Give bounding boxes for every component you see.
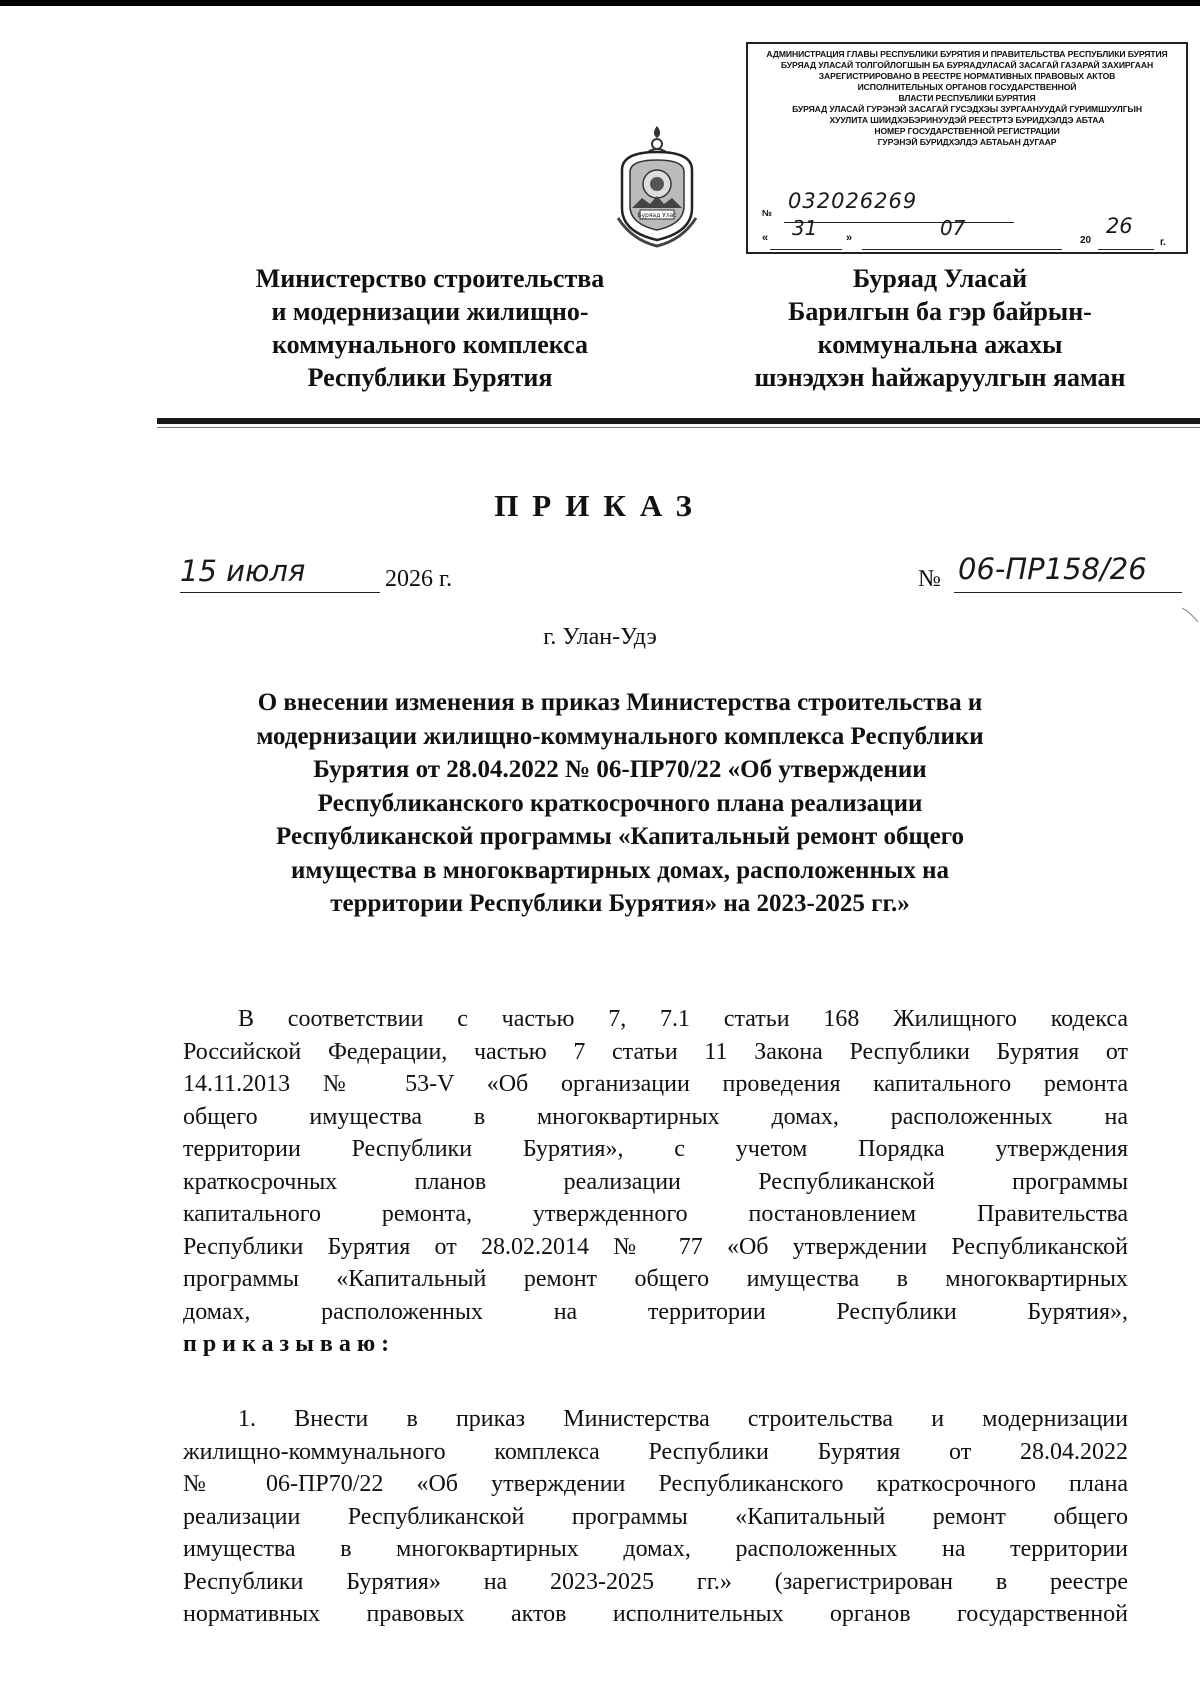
agency-bur-line: Буряад Уласай bbox=[852, 264, 1028, 293]
paragraph-line: имущества в многоквартирных домах, расположенных на территории bbox=[183, 1536, 1128, 1562]
paragraph-line: нормативных правовых актов исполнительных органов государственной bbox=[183, 1601, 1128, 1627]
paragraph-line: Республики Бурятия» на 2023-2025 гг.» (зарегистрирован в реестре bbox=[183, 1568, 1128, 1595]
stamp-date-open-quote: « bbox=[762, 232, 769, 244]
agency-ru-line: Республики Бурятия bbox=[307, 363, 553, 392]
stamp-date-g: г. bbox=[1160, 237, 1166, 248]
stamp-number-underline bbox=[784, 222, 1014, 223]
clause-1-paragraph bbox=[183, 1403, 1128, 1631]
title-line: территории Республики Бурятия» на 2023-2025 гг.» bbox=[330, 890, 910, 917]
title-line: Республиканского краткосрочного плана реализации bbox=[317, 789, 923, 817]
stamp-date-day-underline bbox=[770, 249, 842, 250]
order-number-sign: № bbox=[918, 566, 941, 592]
paragraph-line: краткосрочных планов реализации Республиканской программы bbox=[183, 1168, 1128, 1195]
coat-of-arms-icon bbox=[612, 122, 702, 252]
stamp-line: ИСПОЛНИТЕЛЬНЫХ ОРГАНОВ ГОСУДАРСТВЕННОЙ bbox=[857, 82, 1077, 92]
stamp-line: БУРЯАД УЛАСАЙ ТОЛГОЙЛОГШЫН БА БУРЯАДУЛАСАЙ ЗАСАГАЙ ГАЗАРАЙ ЗАХИРГААН bbox=[780, 60, 1154, 70]
stamp-line: ХУУЛИТА ШИИДХЭБЭРИНУУДЭЙ РЕЕСТРТЭ БУРИДХЭЛДЭ АБТАА bbox=[829, 115, 1105, 125]
title-line: имущества в многоквартирных домах, расположенных на bbox=[290, 856, 950, 884]
city-location: г. Улан-Удэ bbox=[543, 624, 657, 650]
paragraph-line: 14.11.2013 № 53-V «Об организации проведения капитального ремонта bbox=[183, 1071, 1128, 1097]
paragraph-line: Республики Бурятия от 28.02.2014 № 77 «Об утверждении Республиканской bbox=[183, 1233, 1128, 1260]
stamp-line: ЗАРЕГИСТРИРОВАНО В РЕЕСТРЕ НОРМАТИВНЫХ ПРАВОВЫХ АКТОВ bbox=[818, 71, 1116, 81]
stamp-line: НОМЕР ГОСУДАРСТВЕННОЙ РЕГИСТРАЦИИ bbox=[874, 126, 1060, 136]
order-date-underline bbox=[180, 592, 380, 593]
stamp-date-row bbox=[762, 214, 1182, 251]
registration-stamp bbox=[746, 42, 1188, 254]
stamp-line: АДМИНИСТРАЦИЯ ГЛАВЫ РЕСПУБЛИКИ БУРЯТИЯ И ПРАВИТЕЛЬСТВА РЕСПУБЛИКИ БУРЯТИЯ bbox=[766, 49, 1168, 59]
stamp-date-close-quote: » bbox=[846, 232, 853, 244]
stamp-date-year-prefix: 20 bbox=[1080, 235, 1091, 246]
agency-bur-line: коммунальна ажахы bbox=[817, 330, 1063, 359]
stamp-line: ВЛАСТИ РЕСПУБЛИКИ БУРЯТИЯ bbox=[898, 93, 1036, 103]
order-date-year: 2026 г. bbox=[385, 566, 453, 592]
paragraph-line: В соответствии с частью 7, 7.1 статьи 168 Жилищного кодекса bbox=[238, 1006, 1128, 1032]
stamp-number-prefix: № bbox=[762, 208, 772, 218]
paragraph-line: программы «Капитальный ремонт общего имущества в многоквартирных bbox=[183, 1266, 1128, 1292]
document-type-heading: ПРИКАЗ bbox=[494, 488, 706, 523]
agency-ru-line: и модернизации жилищно- bbox=[271, 297, 589, 326]
preamble-paragraph bbox=[183, 1003, 1128, 1361]
stamp-registration-number: 032026269 bbox=[788, 189, 918, 213]
stamp-date-year-underline bbox=[1098, 249, 1154, 250]
paragraph-line: территории Республики Бурятия», с учетом Порядка утверждения bbox=[183, 1136, 1128, 1162]
order-directive-word: приказываю: bbox=[183, 1331, 396, 1357]
paragraph-line: 1. Внести в приказ Министерства строительства и модернизации bbox=[238, 1406, 1128, 1432]
title-line: модернизации жилищно-коммунального комплекса Республики bbox=[256, 722, 984, 750]
header-divider-thin bbox=[157, 427, 1200, 428]
agency-name-russian bbox=[180, 262, 680, 394]
order-number-handwritten: 06-ПР158/26 bbox=[958, 552, 1147, 586]
coat-of-arms-label: Буряад Улас bbox=[637, 212, 677, 219]
title-line: О внесении изменения в приказ Министерства строительства и bbox=[257, 689, 983, 716]
agency-name-buryat bbox=[700, 262, 1180, 394]
stamp-date-month: 07 bbox=[940, 216, 966, 240]
stamp-date-day: 31 bbox=[792, 216, 818, 240]
document-title bbox=[150, 686, 1090, 921]
title-line: Республиканской программы «Капитальный ремонт общего bbox=[276, 823, 964, 850]
paragraph-line: общего имущества в многоквартирных домах, расположенных на bbox=[183, 1103, 1128, 1130]
agency-ru-line: коммунального комплекса bbox=[272, 330, 588, 359]
paragraph-line: Российской Федерации, частью 7 статьи 11 Закона Республики Бурятия от bbox=[183, 1038, 1128, 1065]
agency-ru-line: Министерство строительства bbox=[255, 264, 605, 293]
stamp-line: БУРЯАД УЛАСАЙ ГУРЭНЭЙ ЗАСАГАЙ ГУСЭДХЭЫ ЗУРГААНУУДАЙ ГУРИМШУУЛГЫН bbox=[792, 104, 1142, 114]
paragraph-line: реализации Республиканской программы «Капитальный ремонт общего bbox=[183, 1503, 1128, 1530]
agency-bur-line: шэнэдхэн һайжаруулгын яаман bbox=[754, 363, 1126, 392]
paragraph-line: жилищно-коммунального комплекса Республики Бурятия от 28.04.2022 bbox=[183, 1438, 1128, 1465]
order-number-underline bbox=[954, 592, 1182, 593]
title-line: Бурятия от 28.04.2022 № 06-ПР70/22 «Об утверждении bbox=[313, 756, 927, 783]
scan-edge-line bbox=[0, 0, 1200, 6]
scan-artifact-icon bbox=[1180, 606, 1200, 626]
paragraph-line: капитального ремонта, утвержденного постановлением Правительства bbox=[183, 1201, 1128, 1227]
agency-bur-line: Барилгын ба гэр байрын- bbox=[788, 297, 1092, 326]
stamp-date-month-underline bbox=[862, 249, 1062, 250]
paragraph-line: № 06-ПР70/22 «Об утверждении Республиканского краткосрочного плана bbox=[183, 1471, 1128, 1497]
stamp-line: ГУРЭНЭЙ БУРИДХЭЛДЭ АБТАЬАН ДУГААР bbox=[877, 137, 1057, 147]
header-divider bbox=[157, 418, 1200, 424]
paragraph-line: домах, расположенных на территории Республики Бурятия», bbox=[183, 1298, 1128, 1325]
order-date-handwritten: 15 июля bbox=[180, 554, 306, 588]
stamp-date-year-suffix: 26 bbox=[1106, 214, 1133, 238]
